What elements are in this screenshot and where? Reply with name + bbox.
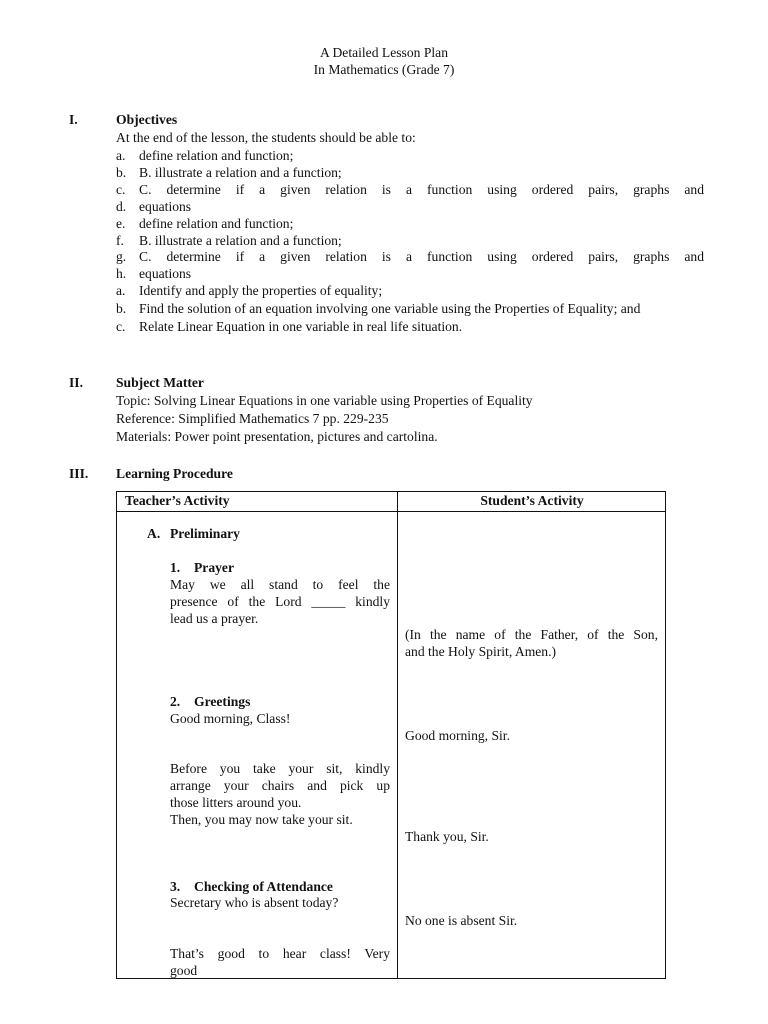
- objective-letter: f.: [116, 233, 124, 248]
- student-activity-header: Student’s Activity: [480, 493, 584, 508]
- objective-text: C. determine if a given relation is a function using ordered pairs, graphs and: [139, 182, 704, 197]
- subject-topic: Topic: Solving Linear Equations in one variable using Properties of Equality: [116, 393, 533, 408]
- greetings-teacher-greeting: Good morning, Class!: [170, 711, 291, 726]
- teacher-header-cell: [117, 492, 398, 512]
- objective-text: B. illustrate a relation and a function;: [139, 233, 342, 248]
- prayer-teacher-line: May we all stand to feel the: [170, 577, 390, 592]
- table-body-row: [117, 512, 666, 979]
- section-title: Preliminary: [170, 526, 240, 541]
- section-numeral-objectives: I.: [69, 112, 78, 127]
- objectives-heading: Objectives: [116, 112, 178, 127]
- objective-letter: c.: [116, 319, 126, 334]
- objective-letter: c.: [116, 182, 126, 197]
- section-numeral-subject: II.: [69, 375, 83, 390]
- attendance-teacher-line: good: [170, 963, 198, 978]
- document-title: A Detailed Lesson Plan: [320, 45, 448, 60]
- greetings-teacher-line: Then, you may now take your sit.: [170, 812, 353, 827]
- objective-text: equations: [139, 266, 192, 281]
- objective-text: B. illustrate a relation and a function;: [139, 165, 342, 180]
- greetings-number: 2.: [170, 694, 181, 709]
- objective-letter: b.: [116, 301, 127, 316]
- objective-letter: e.: [116, 216, 126, 231]
- greetings-title: Greetings: [194, 694, 251, 709]
- attendance-teacher-question: Secretary who is absent today?: [170, 895, 339, 910]
- objective-text: Identify and apply the properties of equality;: [139, 283, 383, 298]
- objective-letter: b.: [116, 165, 127, 180]
- document-subtitle: In Mathematics (Grade 7): [313, 62, 455, 77]
- attendance-number: 3.: [170, 879, 181, 894]
- objective-text: C. determine if a given relation is a function using ordered pairs, graphs and: [139, 249, 704, 264]
- objective-letter: g.: [116, 249, 127, 264]
- attendance-student-reply: No one is absent Sir.: [405, 913, 518, 928]
- teacher-activity-cell: [117, 512, 398, 979]
- attendance-teacher-line: That’s good to hear class! Very: [170, 946, 390, 961]
- greetings-student-thanks: Thank you, Sir.: [405, 829, 489, 844]
- section-numeral-procedure: III.: [69, 466, 89, 481]
- subject-materials: Materials: Power point presentation, pictures and cartolina.: [116, 429, 438, 444]
- student-activity-cell: [398, 512, 666, 979]
- prayer-teacher-line: lead us a prayer.: [170, 611, 259, 626]
- section-letter: A.: [147, 526, 161, 541]
- objective-letter: d.: [116, 199, 127, 214]
- greetings-student-reply: Good morning, Sir.: [405, 728, 510, 743]
- objectives-intro: At the end of the lesson, the students should be able to:: [116, 130, 416, 145]
- student-header-cell: [398, 492, 666, 512]
- prayer-student-line: and the Holy Spirit, Amen.): [405, 644, 557, 659]
- objective-letter: a.: [116, 148, 126, 163]
- subject-matter-heading: Subject Matter: [116, 375, 204, 390]
- prayer-number: 1.: [170, 560, 181, 575]
- subject-reference: Reference: Simplified Mathematics 7 pp. 229-235: [116, 411, 389, 426]
- greetings-teacher-line: Before you take your sit, kindly: [170, 761, 390, 776]
- objective-text: Relate Linear Equation in one variable in real life situation.: [139, 319, 463, 334]
- learning-procedure-heading: Learning Procedure: [116, 466, 233, 481]
- greetings-teacher-line: arrange your chairs and pick up: [170, 778, 390, 793]
- attendance-title: Checking of Attendance: [194, 879, 333, 894]
- prayer-student-line: (In the name of the Father, of the Son,: [405, 627, 658, 642]
- prayer-teacher-line: presence of the Lord _____ kindly: [170, 594, 390, 609]
- objective-text: define relation and function;: [139, 216, 294, 231]
- greetings-teacher-line: those litters around you.: [170, 795, 302, 810]
- objective-text: Find the solution of an equation involving one variable using the Properties of Equality; and: [139, 301, 641, 316]
- procedure-table: [116, 491, 666, 979]
- objective-text: equations: [139, 199, 192, 214]
- objective-letter: h.: [116, 266, 127, 281]
- teacher-activity-header: Teacher’s Activity: [125, 493, 230, 508]
- table-header-row: [117, 492, 666, 512]
- prayer-title: Prayer: [194, 560, 234, 575]
- objective-text: define relation and function;: [139, 148, 294, 163]
- objective-letter: a.: [116, 283, 126, 298]
